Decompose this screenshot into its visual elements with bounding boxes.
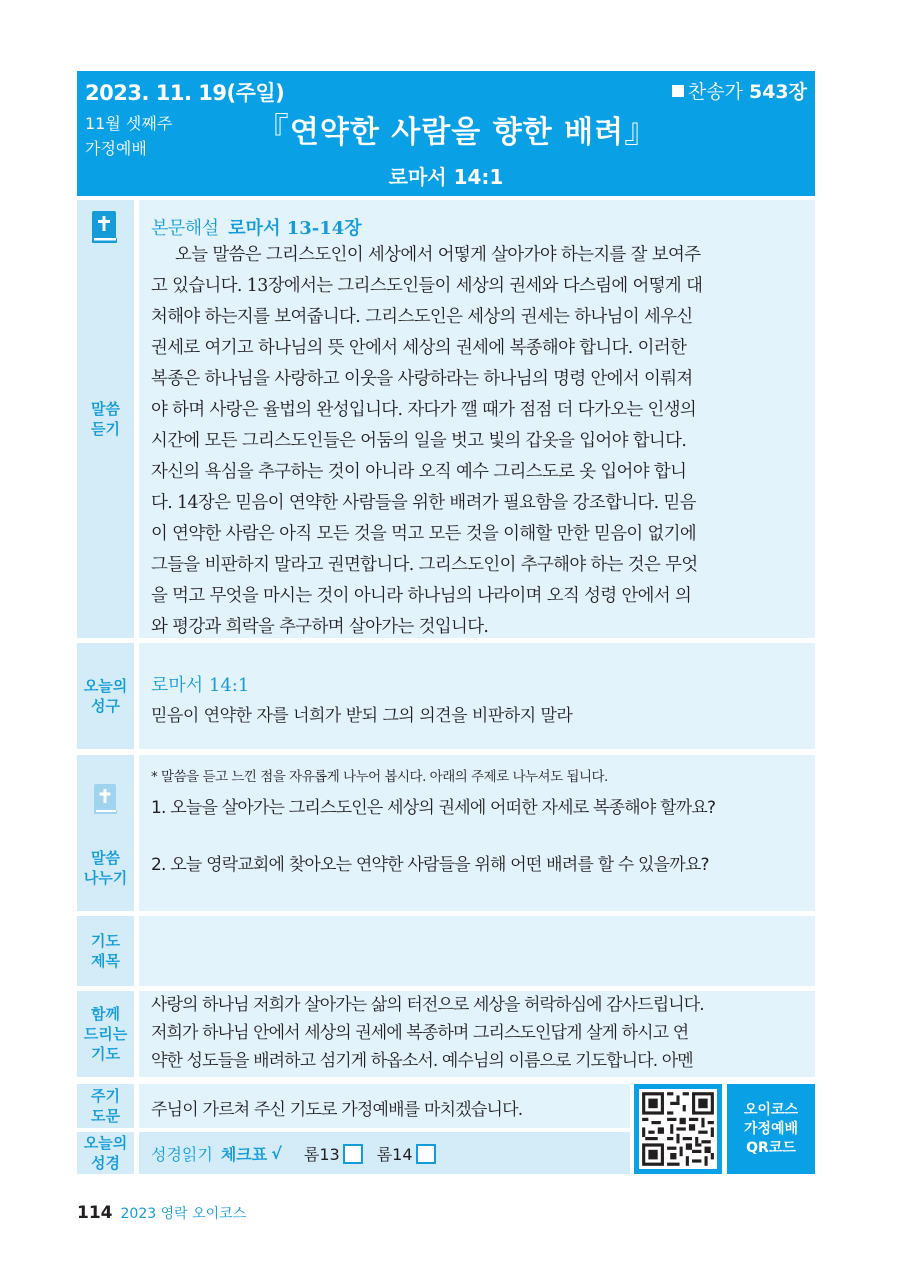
week-label: [85, 111, 172, 161]
commentary-line: 다. 14장은 믿음이 연약한 사람들을 위한 배려가 필요함을 강조합니다. 믿음: [151, 493, 696, 513]
share-question-2: 2. 오늘 영락교회에 찾아오는 연약한 사람들을 위해 어떤 배려를 할 수 있을까요?: [151, 855, 709, 875]
qr-code-icon[interactable]: [639, 1089, 717, 1169]
side-label-line: 드리는: [83, 1025, 128, 1043]
lords-prayer-side-label: [77, 1084, 134, 1128]
share-question-1: 1. 오늘을 살아가는 그리스도인은 세상의 권세에 어떠한 자세로 복종해야 할까요?: [151, 798, 716, 818]
lords-prayer-panel: [139, 1084, 630, 1128]
prayer-line: 약한 성도들을 배려하고 섬기게 하옵소서. 예수님의 이름으로 기도합니다. 아멘: [151, 1051, 693, 1071]
checkbox-icon[interactable]: [343, 1144, 363, 1164]
title-open-bracket: 『: [254, 111, 290, 151]
word-listen-panel: [139, 200, 815, 638]
title-close-bracket: 』: [624, 111, 660, 151]
qr-label-line: QR코드: [746, 1139, 796, 1156]
bible-cross-icon: [91, 210, 119, 249]
side-label-line: 성경: [91, 1154, 120, 1172]
hymn-prefix: 찬송가: [687, 81, 743, 103]
side-label-line: 주기: [91, 1087, 120, 1105]
week-line: 11월 셋째주: [85, 114, 173, 133]
verse-reference: 로마서 14:1: [151, 675, 250, 696]
commentary-line: 오늘 말씀은 그리스도인이 세상에서 어떻게 살아가야 하는지를 잘 보여주: [175, 245, 701, 265]
bible-book-icon: [93, 783, 119, 820]
book-title: 2023 영락 오이코스: [120, 1206, 247, 1222]
side-label-line: 성구: [91, 697, 120, 715]
hymn-label: [672, 77, 807, 104]
reading-item-label: 롬14: [376, 1145, 413, 1164]
commentary-reference: 로마서 13-14장: [228, 218, 362, 239]
side-label-line: 기도: [91, 1045, 120, 1063]
side-label-line: 함께: [91, 1005, 120, 1023]
title-text: 연약한 사람을 향한 배려: [289, 115, 625, 150]
side-label-line: 말씀: [91, 849, 120, 867]
joint-prayer-side-label: [77, 991, 134, 1077]
worship-type-label: 가정예배: [85, 139, 147, 158]
side-label-line: 기도: [91, 932, 120, 950]
prayer-text: [151, 991, 704, 1075]
checklist-label: 체크표: [220, 1145, 268, 1164]
scripture-reference: 로마서 14:1: [388, 165, 504, 189]
square-bullet-icon: [672, 85, 684, 97]
side-label-line: 도문: [91, 1107, 120, 1125]
commentary-heading: [151, 214, 362, 240]
commentary-line: 와 평강과 희락을 추구하며 살아가는 것입니다.: [151, 617, 489, 637]
commentary-line: 시간에 모든 그리스도인들은 어둠의 일을 벗고 빛의 갑옷을 입어야 합니다.: [151, 431, 687, 451]
prayer-title-panel: [139, 916, 815, 986]
page-number: 114: [77, 1203, 113, 1223]
reading-checklist: [151, 1142, 436, 1165]
today-verse-side-label: [77, 643, 134, 749]
commentary-line: 복종은 하나님을 사랑하고 이웃을 사랑하라는 하나님의 명령 안에서 이뤄져: [151, 369, 693, 389]
prayer-line: 사랑의 하나님 저희가 살아가는 삶의 터전으로 세상을 허락하심에 감사드립니다.: [151, 995, 704, 1015]
word-listen-side-label: [77, 200, 134, 638]
page-title: [247, 103, 667, 152]
reading-item-label: 롬13: [303, 1145, 340, 1164]
check-mark-icon: √: [271, 1144, 282, 1163]
today-reading-panel: [139, 1132, 630, 1174]
commentary-line: 을 먹고 무엇을 마시는 것이 아니라 하나님의 나라이며 오직 성령 안에서 의: [151, 586, 692, 606]
prayer-line: 저희가 하나님 안에서 세상의 권세에 복종하며 그리스도인답게 살게 하시고 연: [151, 1023, 689, 1043]
side-label-line: 듣기: [91, 420, 120, 438]
side-label-line: 오늘의: [83, 677, 128, 695]
verse-text: 믿음이 연약한 자를 너희가 받되 그의 의견을 비판하지 말라: [151, 706, 573, 726]
reading-label: 성경읽기: [151, 1145, 213, 1164]
hymn-number: 543장: [748, 81, 807, 103]
commentary-label: 본문해설: [151, 218, 219, 239]
commentary-line: 처해야 하는지를 보여줍니다. 그리스도인은 세상의 권세는 하나님이 세우신: [151, 307, 693, 327]
page-footer: [77, 1203, 246, 1223]
commentary-line: 야 하며 사랑은 율법의 완성입니다. 자다가 깰 때가 점점 더 다가오는 인생의: [151, 400, 697, 420]
qr-label: [727, 1084, 815, 1174]
qr-label-line: 오이코스: [743, 1101, 799, 1118]
qr-label-line: 가정예배: [743, 1120, 799, 1137]
commentary-line: 이 연약한 사람은 아직 모든 것을 먹고 모든 것을 이해할 만한 믿음이 없기에: [151, 524, 697, 544]
commentary-text: [151, 240, 811, 643]
lords-prayer-text: 주님이 가르쳐 주신 기도로 가정예배를 마치겠습니다.: [151, 1100, 523, 1120]
checkbox-icon[interactable]: [416, 1144, 436, 1164]
share-instruction: * 말씀을 듣고 느낀 점을 자유롭게 나누어 봅시다. 아래의 주제로 나누셔도 됩니다.: [151, 769, 608, 785]
worship-date: 2023. 11. 19(주일): [85, 81, 285, 105]
today-verse-panel: [139, 643, 815, 749]
side-label-line: 말씀: [91, 400, 120, 418]
today-reading-side-label: [77, 1132, 134, 1174]
joint-prayer-panel: [139, 991, 815, 1077]
header-banner: [77, 71, 815, 196]
commentary-line: 자신의 욕심을 추구하는 것이 아니라 오직 예수 그리스도로 옷 입어야 합니: [151, 462, 687, 482]
qr-frame: [634, 1084, 722, 1174]
word-share-panel: [139, 755, 815, 911]
word-share-side-label: [77, 755, 134, 911]
side-label-line: 오늘의: [83, 1134, 128, 1152]
commentary-line: 권세로 여기고 하나님의 뜻 안에서 세상의 권세에 복종해야 합니다. 이러한: [151, 338, 687, 358]
commentary-line: 그들을 비판하지 말라고 권면합니다. 그리스도인이 추구해야 하는 것은 무엇: [151, 555, 698, 575]
side-label-line: 제목: [91, 952, 120, 970]
prayer-title-side-label: [77, 916, 134, 986]
commentary-line: 고 있습니다. 13장에서는 그리스도인들이 세상의 권세와 다스림에 어떻게 대: [151, 276, 703, 296]
side-label-line: 나누기: [83, 869, 128, 887]
